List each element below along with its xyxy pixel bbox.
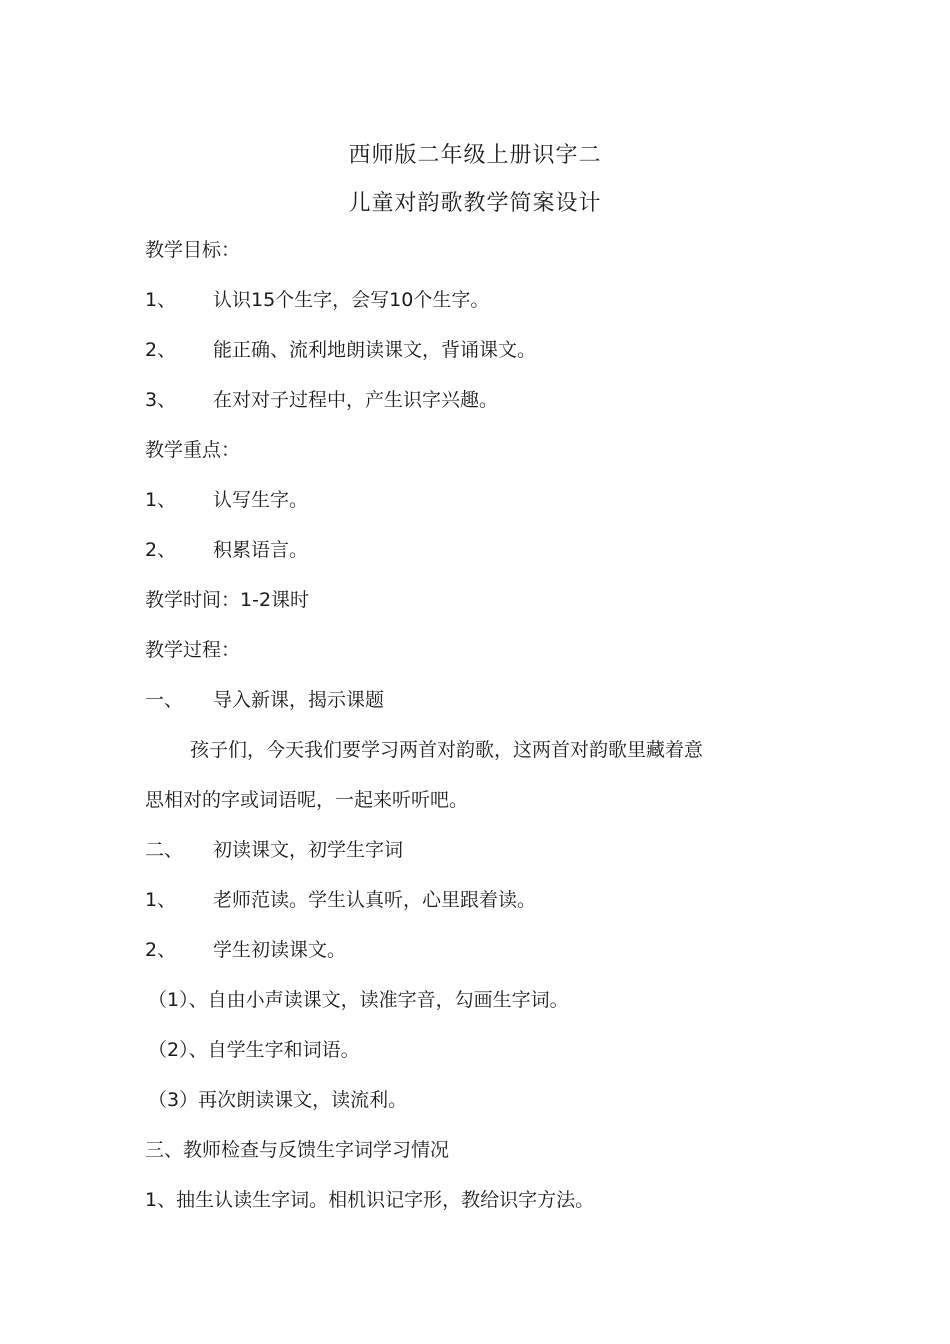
objective-item-3: 3、 在对对子过程中，产生识字兴趣。: [145, 389, 499, 411]
process-step-2-item-2: 2、 学生初读课文。: [145, 939, 347, 961]
document-title-line-1: 西师版二年级上册识字二: [348, 143, 602, 168]
key-point-item-1: 1、 认写生字。: [145, 489, 309, 511]
teaching-time: 教学时间：1-2课时: [145, 589, 310, 611]
process-step-2-sub-item-3: （3）再次朗读课文，读流利。: [148, 1089, 408, 1111]
objective-item-2: 2、 能正确、流利地朗读课文，背诵课文。: [145, 339, 537, 361]
key-point-item-2: 2、 积累语言。: [145, 539, 309, 561]
section-heading-objectives: 教学目标：: [145, 239, 241, 261]
process-step-1-paragraph-line-2: 思相对的字或词语呢，一起来听听吧。: [145, 789, 469, 811]
process-step-3-heading: 三、教师检查与反馈生字词学习情况: [145, 1139, 450, 1161]
objective-item-1: 1、 认识15个生字，会写10个生字。: [145, 289, 490, 311]
process-step-2-sub-item-1: （1）、自由小声读课文，读准字音，勾画生字词。: [148, 989, 569, 1011]
section-heading-key-points: 教学重点：: [145, 439, 241, 461]
process-step-1-heading: 一、 导入新课，揭示课题: [145, 689, 385, 711]
process-step-2-sub-item-2: （2）、自学生字和词语。: [148, 1039, 360, 1061]
document-title-line-2: 儿童对韵歌教学简案设计: [348, 191, 602, 216]
process-step-1-paragraph-line-1: 孩子们，今天我们要学习两首对韵歌，这两首对韵歌里藏着意: [190, 739, 704, 761]
process-step-3-item-1: 1、抽生认读生字词。相机识记字形，教给识字方法。: [145, 1189, 595, 1211]
process-step-2-heading: 二、 初读课文，初学生字词: [145, 839, 404, 861]
section-heading-process: 教学过程：: [145, 639, 241, 661]
process-step-2-item-1: 1、 老师范读。学生认真听，心里跟着读。: [145, 889, 537, 911]
